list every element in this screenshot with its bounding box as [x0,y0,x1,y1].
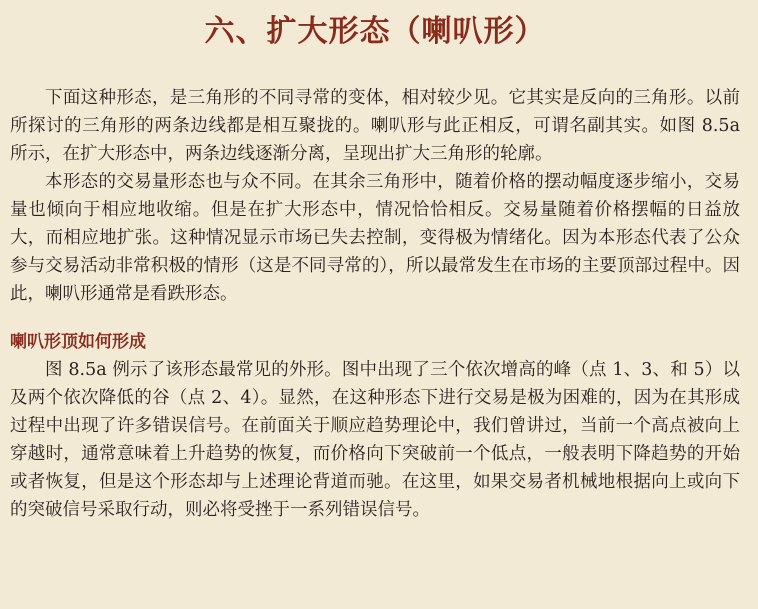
body-paragraph-2: 本形态的交易量形态也与众不同。在其余三角形中，随着价格的摆动幅度逐步缩小，交易量也倾向于相应地收缩。但是在扩大形态中，情况恰恰相反。交易量随着价格摆幅的日益放大，而相应地扩张。这种情况显示市场已失去控制，变得极为情绪化。因为本形态代表了公众参与交易活动非常积极的情形（这是不同寻常的），所以最常发生在市场的主要顶部过程中。因此，喇叭形通常是看跌形态。 [10,172,740,304]
subsection-heading: 喇叭形顶如何形成 [10,332,146,352]
section-heading: 六、扩大形态（喇叭形） [204,14,546,49]
body-paragraph-1: 下面这种形态，是三角形的不同寻常的变体，相对较少见。它其实是反向的三角形。以前所探讨的三角形的两条边线都是相互聚拢的。喇叭形与此正相反，可谓名副其实。如图 8.5a 所示，在扩大形态中，两条边线逐渐分离，呈现出扩大三角形的轮廓。 [10,88,740,164]
body-paragraph-3: 图 8.5a 例示了该形态最常见的外形。图中出现了三个依次增高的峰（点 1、3、和 5）以及两个依次降低的谷（点 2、4）。显然，在这种形态下进行交易是极为困难的，因为在其形成过程中出现了许多错误信号。在前面关于顺应趋势理论中，我们曾讲过，当前一个高点被向上穿越时，通常意味着上升趋势的恢复，而价格向下突破前一个低点，一般表明下降趋势的开始或者恢复，但是这个形态却与上述理论背道而驰。在这里，如果交易者机械地根据向上或向下的突破信号采取行动，则必将受挫于一系列错误信号。 [10,360,740,520]
